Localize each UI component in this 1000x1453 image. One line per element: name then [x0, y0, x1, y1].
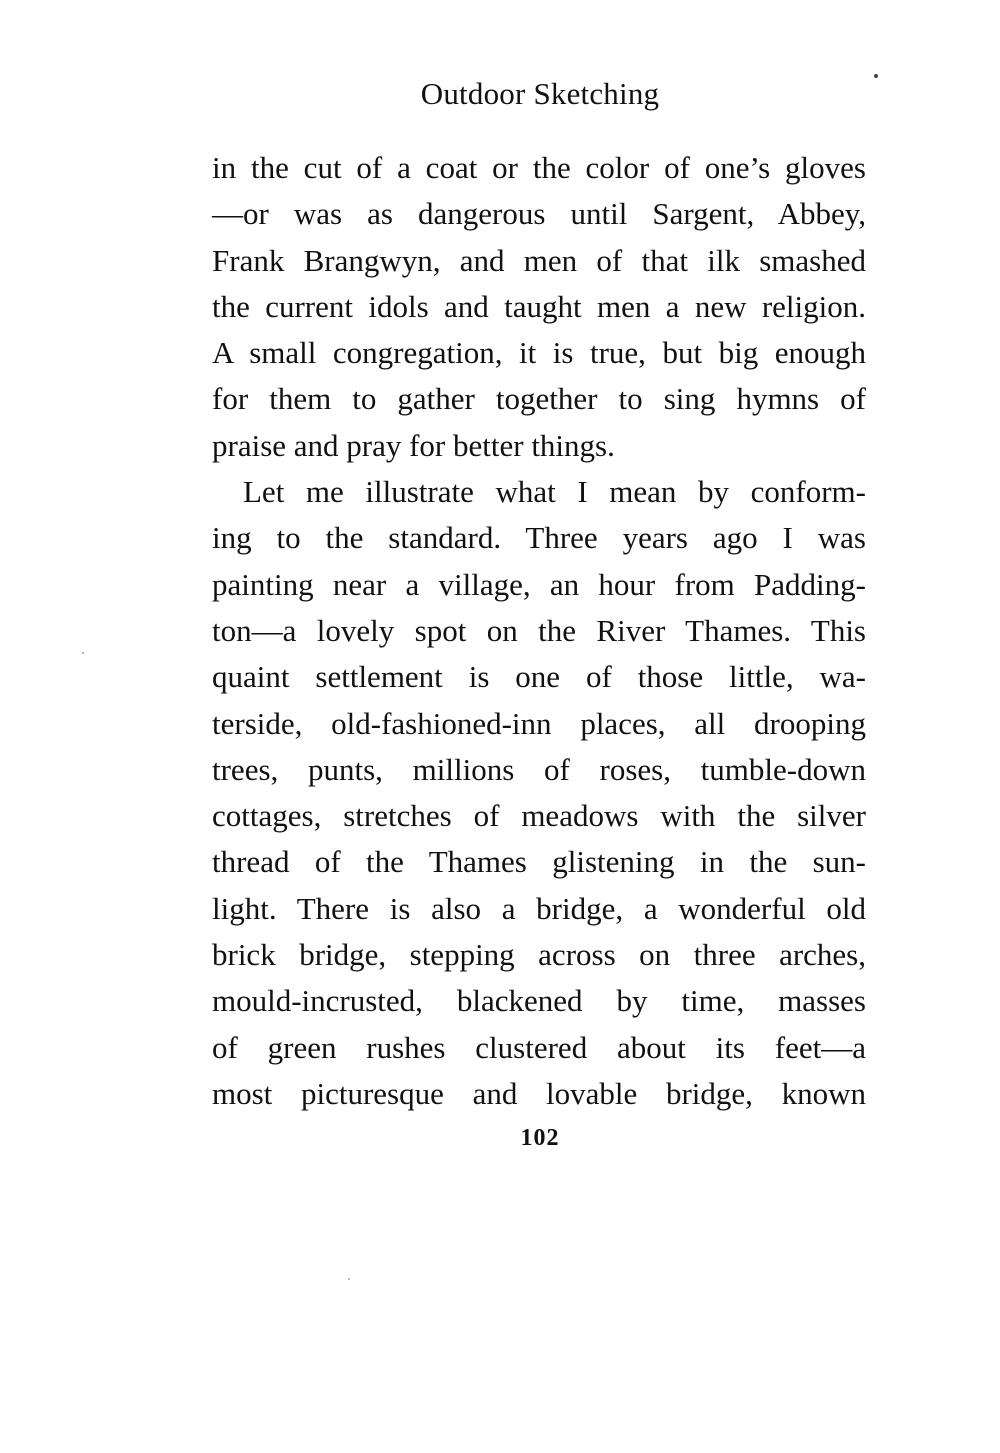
text-line: quaint settlement is one of those little, wa- [212, 659, 866, 695]
text-line: of green rushes clustered about its feet—a [212, 1029, 866, 1065]
text-line: thread of the Thames glistening in the sun- [212, 844, 866, 880]
paragraph-2 [212, 469, 866, 1117]
text-line: for them to gather together to sing hymns of [212, 381, 866, 417]
text-line: —or was as dangerous until Sargent, Abbey, [212, 196, 866, 232]
text-line: cottages, stretches of meadows with the silver [212, 798, 866, 834]
scan-speck [348, 1278, 350, 1280]
text-line: A small congregation, it is true, but big enough [212, 335, 866, 371]
paragraph-1 [212, 145, 866, 469]
text-line: ton—a lovely spot on the River Thames. This [212, 612, 866, 648]
running-head: Outdoor Sketching [420, 76, 660, 111]
text-line: trees, punts, millions of roses, tumble-down [212, 751, 866, 787]
text-line: ing to the standard. Three years ago I was [212, 520, 866, 556]
body-text [212, 145, 866, 1117]
text-line: Let me illustrate what I mean by conform- [243, 474, 866, 510]
text-line: in the cut of a coat or the color of one’s gloves [212, 150, 866, 185]
text-line: terside, old-fashioned-inn places, all drooping [212, 705, 866, 741]
scan-speck [874, 74, 878, 78]
scan-speck [82, 652, 84, 654]
text-line: brick bridge, stepping across on three arches, [212, 937, 866, 973]
text-line: the current idols and taught men a new religion. [212, 288, 866, 324]
text-line: most picturesque and lovable bridge, known [212, 1075, 866, 1111]
text-line: light. There is also a bridge, a wonderful old [212, 890, 866, 926]
page-number: 102 [520, 1125, 560, 1151]
text-line: painting near a village, an hour from Padding- [212, 566, 866, 602]
text-line: praise and pray for better things. [212, 427, 615, 463]
text-line: Frank Brangwyn, and men of that ilk smashed [212, 242, 866, 278]
text-line: mould-incrusted, blackened by time, masses [212, 983, 866, 1019]
